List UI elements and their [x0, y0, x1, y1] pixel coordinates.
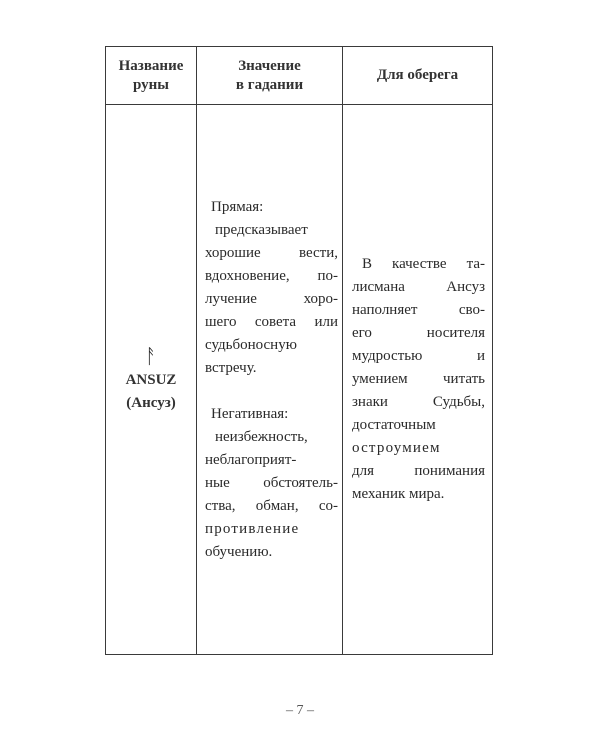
upright-line: встречу.	[205, 359, 257, 376]
amulet-line: мудростью и	[352, 348, 485, 364]
upright-line: вдохновение, по-	[205, 267, 338, 284]
amulet-line: умением читать	[352, 371, 485, 387]
upright-line: хорошие вести,	[205, 244, 338, 261]
amulet-line: В качестве та-	[362, 256, 485, 272]
negative-line: неблагоприят-	[205, 451, 297, 468]
header-line: руны	[133, 76, 169, 93]
header-row	[106, 47, 493, 105]
amulet-line: лисмана Ансуз	[352, 279, 485, 295]
table-row	[106, 105, 493, 655]
header-meaning	[197, 47, 343, 105]
amulet-line: знаки Судьбы,	[352, 394, 485, 410]
header-line: в гадании	[235, 76, 304, 93]
negative-line: ства, обман, со-	[205, 497, 338, 514]
header-line: Название	[118, 57, 184, 74]
upright-line: лучение хоро-	[205, 290, 338, 307]
amulet-line: достаточным	[352, 417, 436, 433]
amulet-line: наполняет сво-	[352, 302, 485, 318]
rune-name-cell	[106, 105, 197, 655]
upright-line: шего совета или	[205, 313, 338, 330]
header-rune-name	[106, 47, 197, 105]
negative-line: противление	[205, 520, 300, 537]
upright-label: Прямая:	[211, 198, 264, 215]
amulet-line: для понимания	[352, 463, 485, 479]
meaning-cell	[197, 105, 343, 655]
ansuz-rune-icon: ᚨ	[145, 343, 157, 368]
header-line: Значение	[238, 57, 301, 74]
negative-line: ные обстоятель-	[205, 474, 338, 491]
amulet-cell	[343, 105, 493, 655]
amulet-line: его носителя	[352, 325, 485, 341]
upright-line: судьбоносную	[205, 336, 297, 353]
rune-name-latin: ANSUZ	[125, 371, 177, 388]
rune-table	[105, 46, 493, 655]
upright-line: предсказывает	[215, 221, 308, 238]
amulet-line: остроумием	[352, 440, 441, 456]
amulet-line: механик мира.	[352, 486, 445, 502]
negative-line: неизбежность,	[215, 428, 308, 445]
negative-label: Негативная:	[211, 405, 289, 422]
header-line: Для оберега	[376, 67, 459, 83]
header-amulet	[343, 47, 493, 105]
negative-line: обучению.	[205, 543, 273, 560]
page-number: – 7 –	[286, 703, 314, 718]
rune-name-cyrillic: (Ансуз)	[126, 394, 176, 411]
